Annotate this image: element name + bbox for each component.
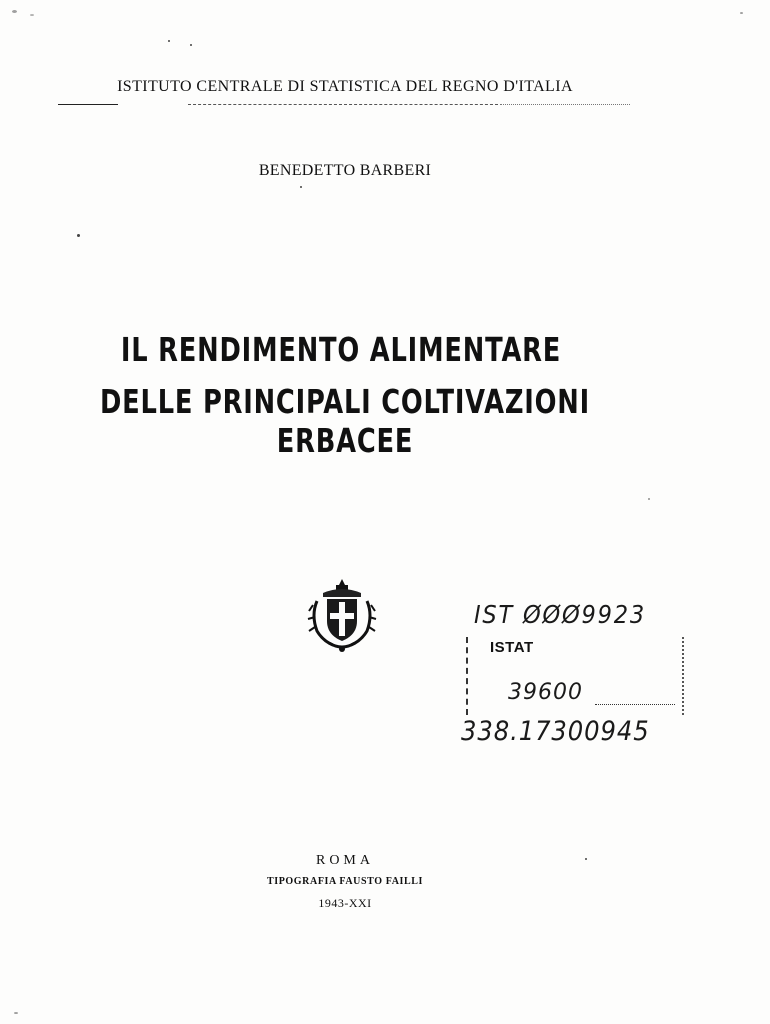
inventory-number: IST ØØØ9923 bbox=[474, 600, 647, 629]
scan-speck bbox=[77, 234, 80, 237]
scan-speck bbox=[190, 44, 192, 46]
imprint-city: ROMA bbox=[315, 853, 374, 868]
imprint-year: 1943-XXI bbox=[318, 896, 372, 910]
stamp-dotted-line bbox=[595, 704, 675, 705]
library-stamp-label: ISTAT bbox=[490, 639, 534, 656]
scan-speck bbox=[30, 14, 34, 16]
author-name: BENEDETTO BARBERI bbox=[258, 162, 432, 179]
scan-speck bbox=[648, 498, 650, 500]
book-title-line-1: IL RENDIMENTO ALIMENTARE bbox=[120, 330, 562, 369]
scan-speck bbox=[740, 12, 743, 14]
accession-number: 39600 bbox=[508, 680, 583, 705]
header-rule bbox=[188, 104, 498, 105]
scan-speck bbox=[168, 40, 170, 42]
scan-speck bbox=[300, 186, 302, 188]
coat-of-arms-icon bbox=[303, 575, 381, 655]
header-rule bbox=[500, 104, 630, 105]
classification-number: 338.17300945 bbox=[461, 716, 650, 747]
header-rule bbox=[58, 104, 118, 105]
book-title-line-2: DELLE PRINCIPALI COLTIVAZIONI ERBACEE bbox=[100, 382, 590, 460]
imprint-printer: TIPOGRAFIA FAUSTO FAILLI bbox=[266, 876, 424, 887]
institute-name: ISTITUTO CENTRALE DI STATISTICA DEL REGNO D'ITALIA bbox=[117, 78, 573, 95]
scan-speck bbox=[12, 10, 17, 13]
scan-speck bbox=[14, 1012, 18, 1014]
